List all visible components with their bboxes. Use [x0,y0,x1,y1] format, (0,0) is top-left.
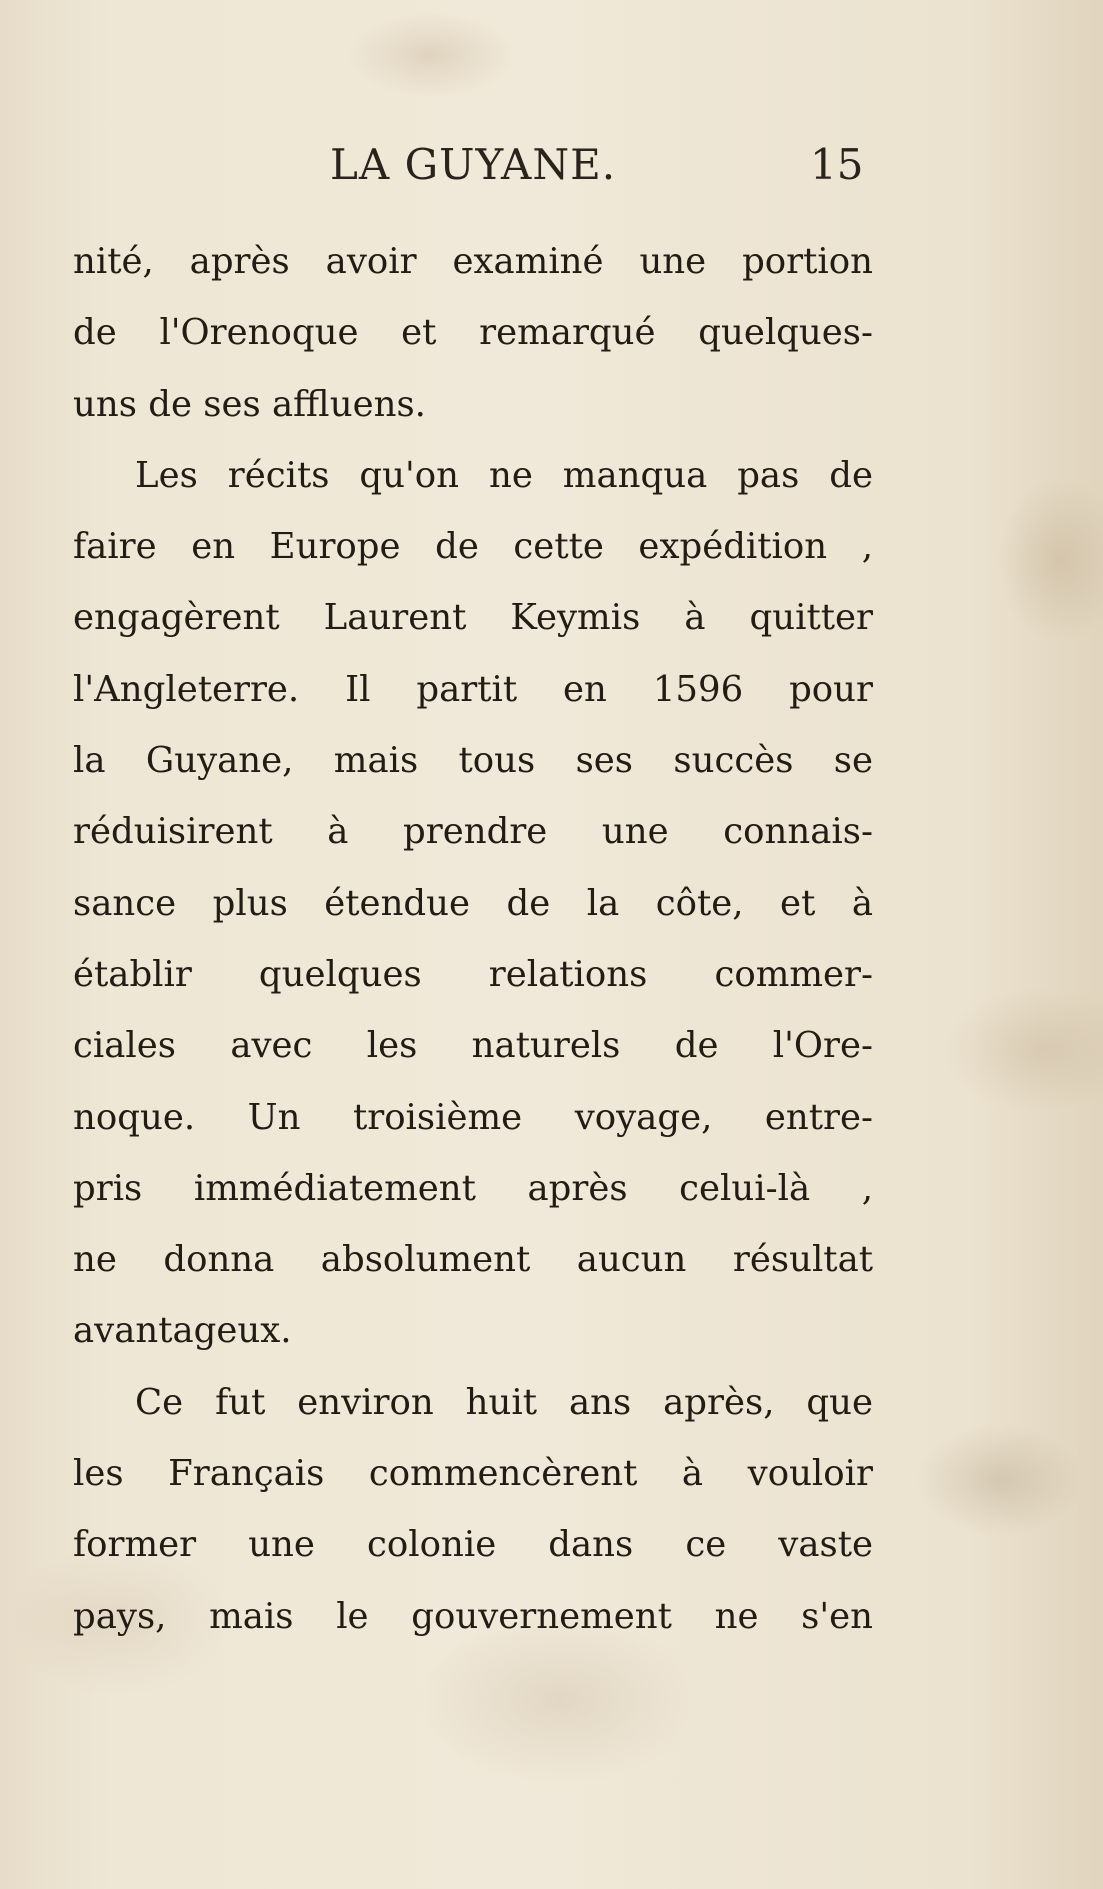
text-line: nité, après avoir examiné une portion [73,241,873,282]
text-line: former une colonie dans ce vaste [73,1524,873,1566]
page-header [0,140,1103,200]
text-line: réduisirent à prendre une connais- [73,811,873,853]
running-title: LA GUYANE. [330,140,617,189]
text-line: de l'Orenoque et remarqué quelques- [73,312,873,354]
text-line: ciales avec les naturels de l'Ore- [73,1025,873,1067]
page-number: 15 [810,140,864,189]
paragraph-1 [73,226,873,440]
body-text [73,226,873,1652]
text-line: établir quelques relations commer- [73,953,873,995]
text-line: pris immédiatement après celui-là , [73,1167,873,1209]
text-line: pays, mais le gouvernement ne s'en [73,1595,873,1637]
text-line: sance plus étendue de la côte, et à [73,882,873,924]
text-line: engagèrent Laurent Keymis à quitter [73,597,873,639]
text-line: avantageux. [73,1310,292,1352]
text-line: la Guyane, mais tous ses succès se [73,740,873,782]
text-line: ne donna absolument aucun résultat [73,1239,873,1281]
text-line: les Français commencèrent à vouloir [73,1453,873,1495]
text-line: Ce fut environ huit ans après, que [135,1381,873,1423]
paragraph-2 [73,440,873,1367]
text-line: uns de ses affluens. [73,383,426,425]
text-line: faire en Europe de cette expédition , [73,526,873,568]
paragraph-3 [73,1367,873,1652]
text-line: noque. Un troisième voyage, entre- [73,1096,873,1138]
text-line: Les récits qu'on ne manqua pas de [135,454,873,496]
text-line: l'Angleterre. Il partit en 1596 pour [73,668,873,710]
